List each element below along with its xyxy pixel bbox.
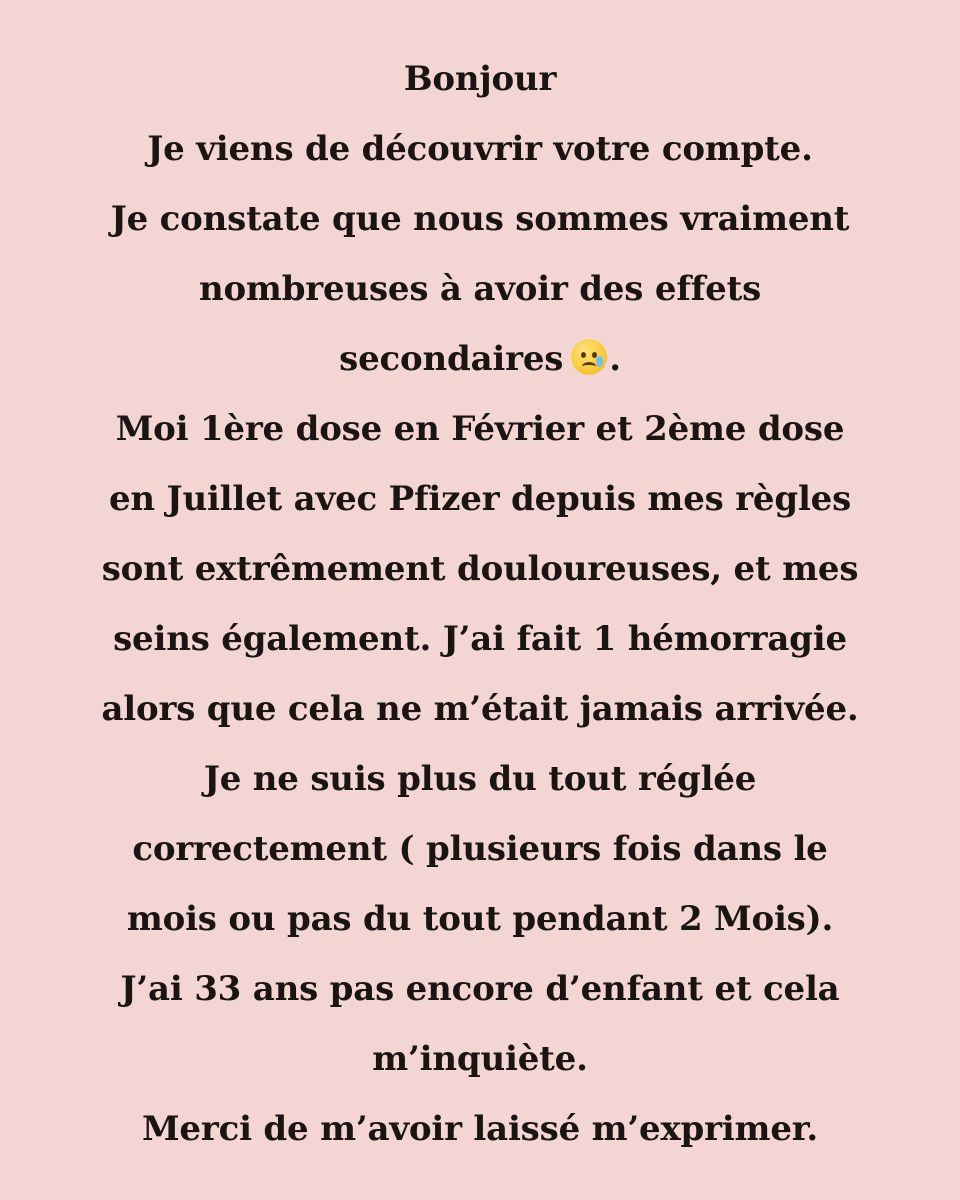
text-line-5-period: . [609,339,621,379]
smiling-face-with-tear-icon [571,339,609,377]
text-line-12: correctement ( plusieurs fois dans le [132,829,828,869]
text-line-13: mois ou pas du tout pendant 2 Mois). [126,899,834,939]
text-line-2: Je viens de découvrir votre compte. [147,129,813,169]
text-line-8: sont extrêmement douloureuses, et mes [101,549,859,589]
text-line-7: en Juillet avec Pfizer depuis mes règles [108,479,852,519]
text-line-5 [339,324,621,394]
text-line-11: Je ne suis plus du tout réglée [203,759,757,799]
text-line-4: nombreuses à avoir des effets [198,269,762,309]
greeting-line: Bonjour [403,59,557,99]
text-line-6: Moi 1ère dose en Février et 2ème dose [115,409,845,449]
text-line-14: J’ai 33 ans pas encore d’enfant et cela [120,969,840,1009]
text-line-3: Je constate que nous sommes vraiment [110,199,850,239]
text-line-15: m’inquiète. [372,1039,588,1079]
text-line-9: seins également. J’ai fait 1 hémorragie [113,619,847,659]
closing-line: Merci de m’avoir laissé m’exprimer. [142,1109,818,1149]
text-line-5-words: secondaires [339,339,564,379]
text-line-10: alors que cela ne m’était jamais arrivée. [101,689,859,729]
